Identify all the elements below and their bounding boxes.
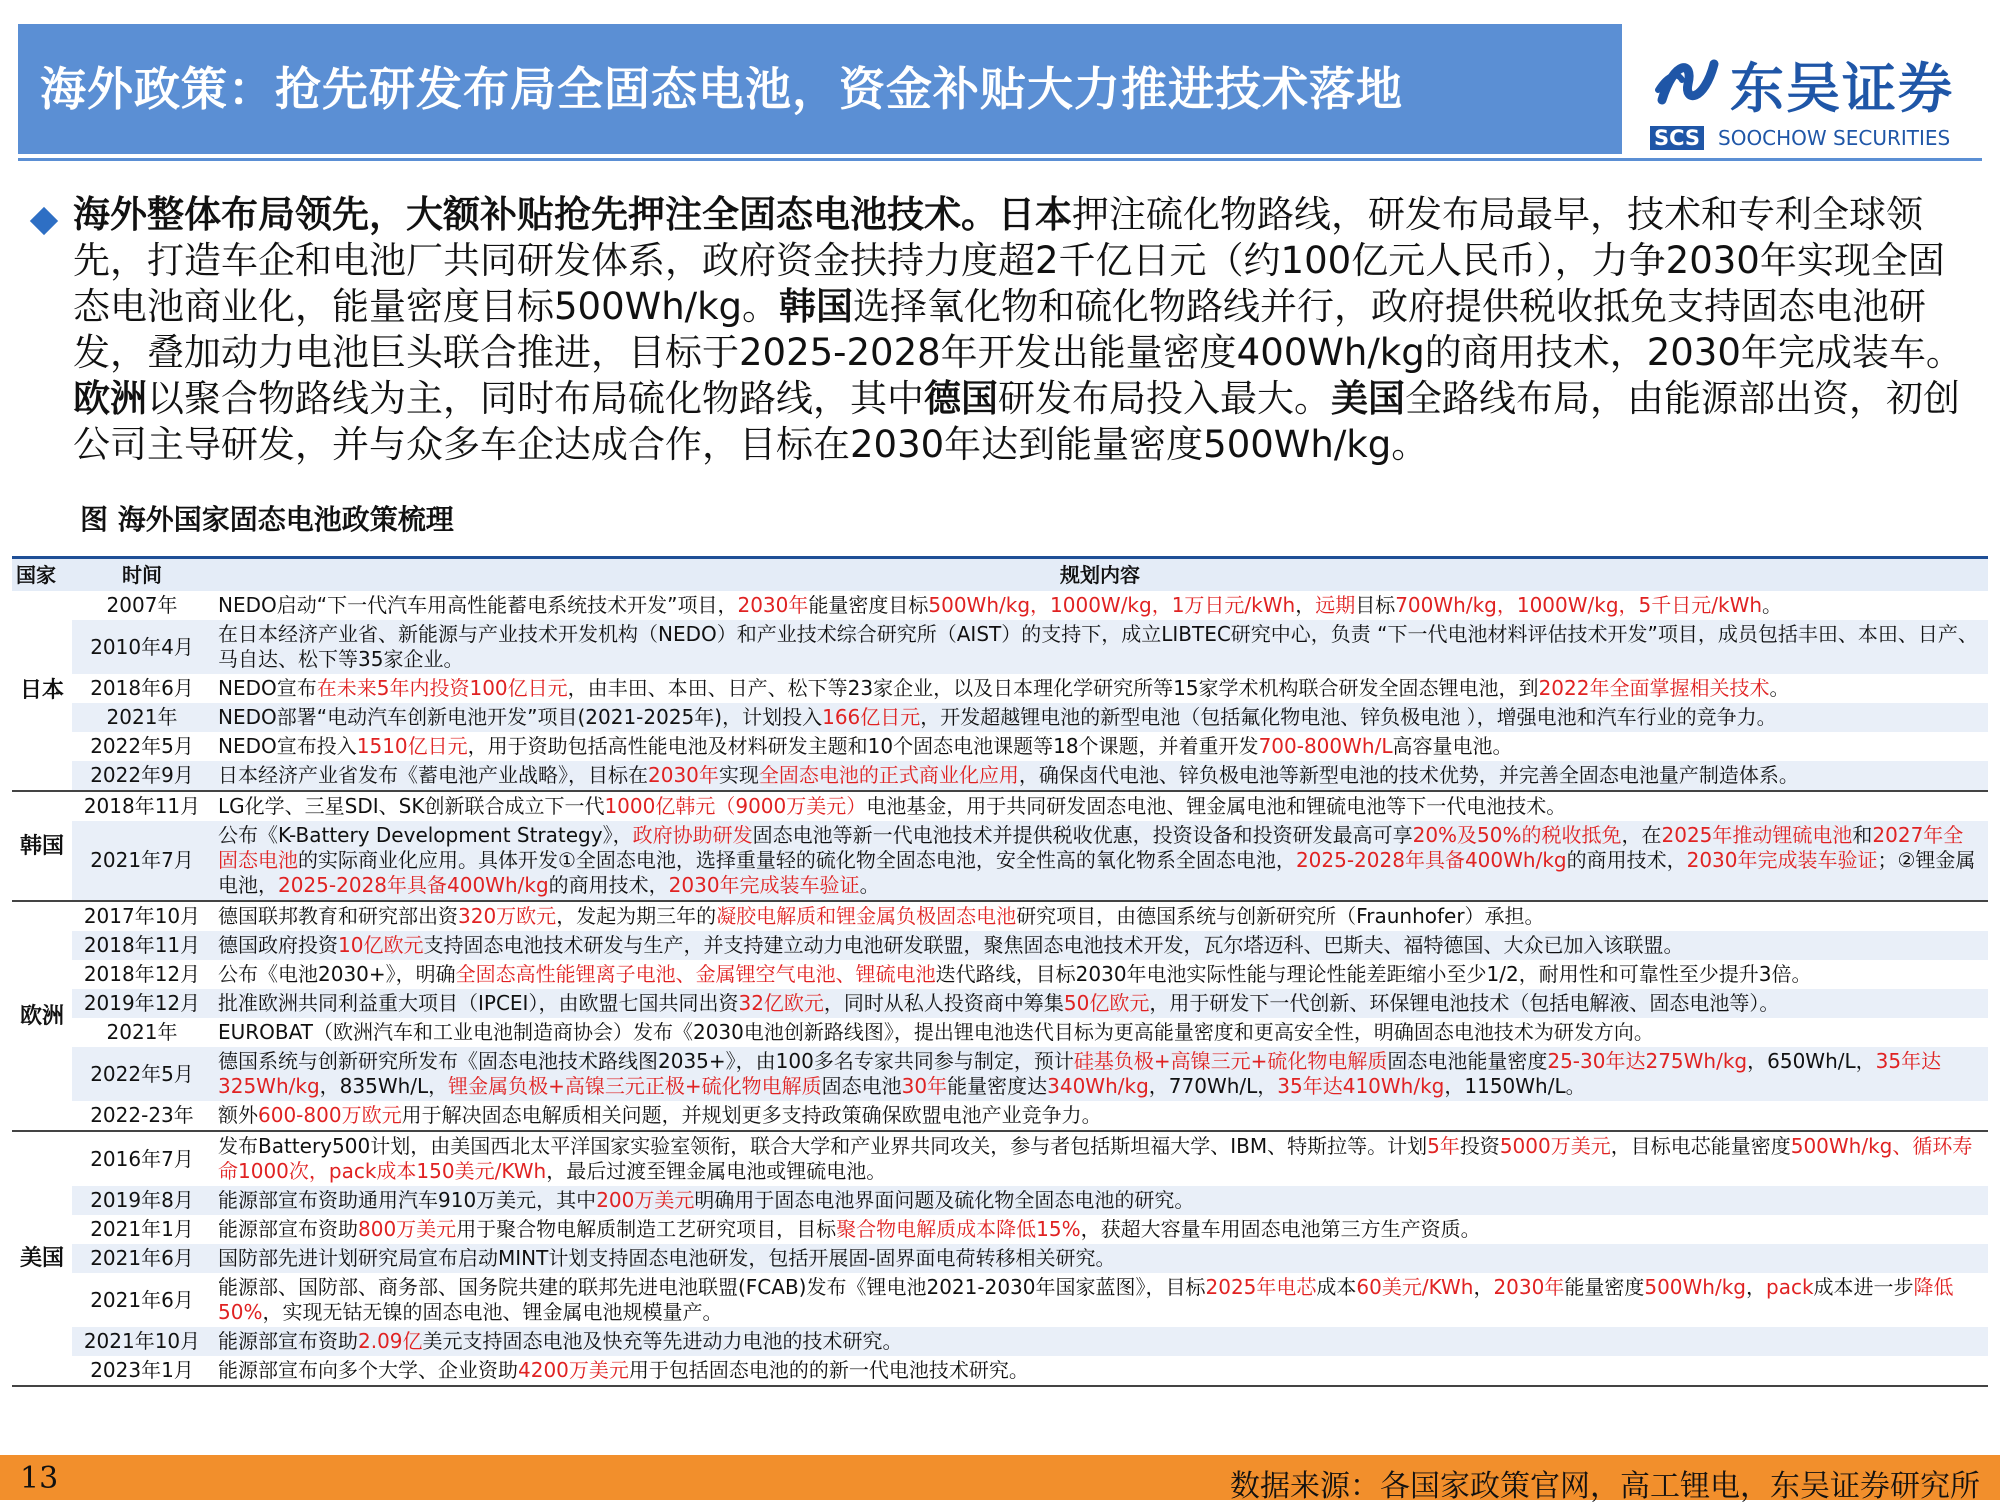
header-time: 时间 bbox=[72, 558, 212, 592]
time-cell: 2023年1月 bbox=[72, 1356, 212, 1386]
time-cell: 2022-23年 bbox=[72, 1101, 212, 1131]
company-logo bbox=[1650, 40, 1990, 160]
content-cell bbox=[212, 1356, 1988, 1386]
highlight-text: 60美元/KWh bbox=[1356, 1275, 1474, 1299]
content-cell bbox=[212, 1101, 1988, 1131]
figure-title: 图 海外国家固态电池政策梳理 bbox=[80, 503, 454, 536]
content-cell bbox=[212, 1327, 1988, 1356]
header-content: 规划内容 bbox=[212, 558, 1988, 592]
content-text: EUROBAT（欧洲汽车和工业电池制造商协会）发布《2030电池创新路线图》，提出锂电池迭代目标为更高能量密度和更高安全性，明确固态电池技术为研发方向。 bbox=[218, 1020, 1654, 1044]
time-cell: 2007年 bbox=[106, 593, 178, 617]
content-text: 德国系统与创新研究所发布《固态电池技术路线图2035+》，由100多名专家共同参与制定，预计 bbox=[218, 1049, 1074, 1073]
highlight-text: 500Wh/kg、循环寿命1000次，pack成本150美元/KWh bbox=[218, 1134, 1973, 1183]
highlight-text: 20%及50%的税收抵免 bbox=[1412, 823, 1622, 847]
content-text: 投资 bbox=[1459, 1134, 1500, 1158]
page-number: 13 bbox=[20, 1461, 59, 1496]
logo-scs: SCS bbox=[1650, 126, 1704, 150]
highlight-text: 2025年 bbox=[1205, 1275, 1277, 1299]
intro-emphasis: 欧洲 bbox=[73, 377, 147, 420]
content-cell bbox=[212, 1273, 1988, 1327]
table-row bbox=[12, 732, 1988, 761]
table-row bbox=[12, 703, 1988, 732]
country-cell: 美国 bbox=[12, 1131, 72, 1386]
content-text: 能源部、国防部、商务部、国务院共建的联邦先进电池联盟(FCAB)发布《锂电池2021-2030年国家蓝图》，目标 bbox=[218, 1275, 1206, 1299]
time-cell: 2022年5月 bbox=[90, 734, 194, 758]
content-cell bbox=[212, 620, 1988, 674]
table-row bbox=[12, 1186, 1988, 1215]
policy-table-body bbox=[12, 591, 1988, 1386]
content-text: 发布Battery500计划，由美国西北太平洋国家实验室领衔，联合大学和产业界共同攻关，参与者包括斯坦福大学、IBM、特斯拉等。计划 bbox=[218, 1134, 1428, 1158]
highlight-text: 500Wh/kg bbox=[1644, 1275, 1746, 1299]
time-cell: 2021年 bbox=[106, 1020, 178, 1044]
time-cell: 2010年4月 bbox=[72, 620, 212, 674]
content-cell bbox=[212, 591, 1988, 620]
content-text: 能量密度 bbox=[1564, 1275, 1645, 1299]
table-row bbox=[12, 931, 1988, 960]
content-text: 明确用于固态电池界面问题及硫化物全固态电池的研究。 bbox=[694, 1188, 1195, 1212]
content-text: NEDO宣布投入 bbox=[218, 734, 357, 758]
content-text: 德国政府投资 bbox=[218, 933, 338, 957]
intro-emphasis: 美国 bbox=[1331, 377, 1405, 420]
table-row bbox=[12, 1273, 1988, 1327]
time-cell: 2019年8月 bbox=[72, 1186, 212, 1215]
content-text: 用于聚合物电解质制造工艺研究项目，目标 bbox=[456, 1217, 837, 1241]
content-cell bbox=[212, 1018, 1988, 1047]
content-text: LG化学、三星SDI、SK创新联合成立下一代 bbox=[218, 794, 605, 818]
intro-paragraph bbox=[73, 192, 1973, 468]
content-text: 能量密度达 bbox=[947, 1074, 1048, 1098]
content-text: ， bbox=[1473, 1275, 1494, 1299]
title-bar bbox=[18, 24, 1622, 154]
time-cell: 2022年5月 bbox=[72, 1047, 212, 1101]
content-cell bbox=[212, 761, 1988, 791]
header-divider bbox=[18, 158, 1982, 161]
country-cell: 日本 bbox=[12, 591, 72, 791]
intro-emphasis: 海外整体布局领先，大额补贴抢先押注全固态电池技术。 bbox=[73, 193, 998, 236]
content-text: ，发起为期三年的 bbox=[556, 904, 717, 928]
content-cell bbox=[212, 1215, 1988, 1244]
time-cell: 2017年10月 bbox=[83, 904, 201, 928]
content-text: 能源部宣布资助 bbox=[218, 1329, 358, 1353]
content-text: 研究项目，由德国系统与创新研究所（Fraunhofer）承担。 bbox=[1016, 904, 1545, 928]
content-text: 迭代路线，目标2030年电池实际性能与理论性能差距缩小至少1/2，耐用性和可靠性至少提升3倍。 bbox=[935, 962, 1812, 986]
content-cell bbox=[212, 1244, 1988, 1273]
content-cell bbox=[212, 931, 1988, 960]
time-cell: 2016年7月 bbox=[90, 1146, 194, 1171]
highlight-text: 硅基负极+高镍三元+硫化物电解质 bbox=[1073, 1049, 1388, 1073]
content-cell bbox=[212, 1186, 1988, 1215]
content-text: ，由丰田、本田、日产、松下等23家企业，以及日本理化学研究所等15家学术机构联合研发全固态锂电池，到 bbox=[567, 676, 1539, 700]
highlight-text: 在未来5年内投资100亿日元 bbox=[316, 676, 568, 700]
content-text: 。 bbox=[859, 873, 880, 897]
content-text: 用于包括固态电池的的新一代电池技术研究。 bbox=[628, 1358, 1029, 1382]
table-row bbox=[12, 1356, 1988, 1386]
highlight-text: 全固态电池的正式商业化应用 bbox=[758, 763, 1019, 787]
time-cell: 2018年11月 bbox=[72, 931, 212, 960]
content-text: 在日本经济产业省、新能源与产业技术开发机构（NEDO）和产业技术综合研究所（AIST）的支持下，成立LIBTEC研究中心，负责 “下一代电池材料评估技术开发”项目，成员包括丰田、本田、日产、马自达、松下等35家企业。 bbox=[218, 622, 1978, 671]
logo-english-name: SOOCHOW SECURITIES bbox=[1718, 126, 1951, 150]
content-text: ， bbox=[1295, 593, 1316, 617]
content-cell bbox=[212, 703, 1988, 732]
table-row bbox=[12, 1327, 1988, 1356]
time-cell: 2021年6月 bbox=[72, 1244, 212, 1273]
highlight-text: 降低50% bbox=[218, 1275, 1954, 1324]
table-row bbox=[12, 1244, 1988, 1273]
content-text: 用于解决固态电解质相关问题，并规划更多支持政策确保欧盟电池产业竞争力。 bbox=[401, 1103, 1102, 1127]
content-text: ；②锂金属电池， bbox=[218, 848, 1976, 897]
content-text: 能源部宣布资助 bbox=[218, 1217, 358, 1241]
content-text: ，650Wh/L， bbox=[1747, 1049, 1876, 1073]
content-text: NEDO宣布 bbox=[218, 676, 317, 700]
content-text: 高容量电池。 bbox=[1392, 734, 1513, 758]
intro-emphasis: 韩国 bbox=[779, 285, 854, 328]
table-row bbox=[12, 591, 1988, 620]
highlight-text: 320万欧元 bbox=[458, 904, 557, 928]
table-row bbox=[12, 674, 1988, 703]
table-row bbox=[12, 791, 1988, 821]
time-cell: 2018年11月 bbox=[83, 794, 201, 818]
highlight-text: 32亿欧元 bbox=[738, 991, 824, 1015]
content-text: 。 bbox=[1762, 593, 1783, 617]
table-row bbox=[12, 1215, 1988, 1244]
content-text: ，开发超越锂电池的新型电池（包括氟化物电池、锌负极电池 ），增强电池和汽车行业的竞争力。 bbox=[920, 705, 1777, 729]
content-text: 成本 bbox=[1316, 1275, 1357, 1299]
header-country: 国家 bbox=[12, 558, 72, 592]
content-cell bbox=[212, 960, 1988, 989]
content-text: 额外 bbox=[218, 1103, 258, 1127]
content-text: 公布《K-Battery Development Strategy》， bbox=[218, 823, 633, 847]
content-text: 成本进一步 bbox=[1813, 1275, 1914, 1299]
content-text: 国防部先进计划研究局宣布启动MINT计划支持固态电池研发，包括开展固-固界面电荷转移相关研究。 bbox=[218, 1246, 1116, 1270]
content-text: ，用于资助包括高性能电池及材料研发主题和10个固态电池课题等18个课题，并着重开发 bbox=[467, 734, 1259, 758]
table-row bbox=[12, 821, 1988, 901]
content-text: 日本经济产业省发布《蓄电池产业战略》，目标在 bbox=[218, 763, 648, 787]
highlight-text: 政府协助研发 bbox=[632, 823, 753, 847]
highlight-text: 200万美元 bbox=[596, 1188, 695, 1212]
time-cell: 2018年6月 bbox=[90, 676, 194, 700]
content-text: 公布《电池2030+》，明确 bbox=[218, 962, 456, 986]
logo-name: 东吴证券 bbox=[1730, 57, 1954, 120]
table-row bbox=[12, 1131, 1988, 1186]
highlight-text: 5年 bbox=[1427, 1134, 1460, 1158]
highlight-text: 800万美元 bbox=[358, 1217, 457, 1241]
highlight-text: 2030年 bbox=[737, 593, 809, 617]
content-text: ，目标电芯能量密度 bbox=[1610, 1134, 1791, 1158]
content-text: 支持固态电池技术研发与生产，并支持建立动力电池研发联盟，聚焦固态电池技术开发，瓦尔塔迈科、巴斯夫、福特德国、大众已加入该联盟。 bbox=[423, 933, 1684, 957]
highlight-text: 30年 bbox=[901, 1074, 948, 1098]
content-text: 能源部宣布资助通用汽车910万美元，其中 bbox=[218, 1188, 597, 1212]
highlight-text: 500Wh/kg，1000W/kg，1万日元/kWh bbox=[928, 593, 1296, 617]
content-text: NEDO启动“下一代汽车用高性能蓄电系统技术开发”项目， bbox=[218, 593, 738, 617]
highlight-text: 1510亿日元 bbox=[356, 734, 468, 758]
content-text: ，获超大容量车用固态电池第三方生产资质。 bbox=[1080, 1217, 1481, 1241]
data-source: 数据来源：各国家政策官网，高工锂电，东吴证券研究所 bbox=[1230, 1469, 1980, 1504]
content-text: 德国联邦教育和研究部出资 bbox=[218, 904, 458, 928]
intro-emphasis: 德国 bbox=[924, 377, 998, 420]
content-text: ，实现无钴无镍的固态电池、锂金属电池规模量产。 bbox=[262, 1300, 723, 1324]
content-text: ，确保卤代电池、锌负极电池等新型电池的技术优势，并完善全固态电池量产制造体系。 bbox=[1018, 763, 1799, 787]
content-text: ，1150Wh/L。 bbox=[1444, 1074, 1586, 1098]
table-row bbox=[12, 620, 1988, 674]
country-cell: 韩国 bbox=[12, 791, 72, 901]
content-cell bbox=[212, 1047, 1988, 1101]
highlight-text: 35年达325Wh/kg bbox=[218, 1049, 1942, 1098]
bullet-diamond-icon bbox=[30, 207, 58, 235]
content-text: 电池基金，用于共同研发固态电池、锂金属电池和锂硫电池等下一代电池技术。 bbox=[866, 794, 1567, 818]
content-text: 的实际商业化应用。具体开发①全固态电池，选择重量轻的硫化物全固态电池，安全性高的氧化物系全固态电池， bbox=[298, 848, 1296, 872]
highlight-text: 全固态高性能锂离子电池、金属锂空气电池、锂硫电池 bbox=[455, 962, 936, 986]
highlight-text: 1000亿韩元（9000万美元） bbox=[604, 794, 867, 818]
content-text: 批准欧洲共同利益重大项目（IPCEI），由欧盟七国共同出资 bbox=[218, 991, 739, 1015]
time-cell: 2022年9月 bbox=[72, 761, 212, 791]
content-text: 目标 bbox=[1355, 593, 1396, 617]
highlight-text: 聚合物电解质成本降低15% bbox=[836, 1217, 1081, 1241]
intro-text: 全路线布局，由能源部出资，初创公司主导研发，并与众多车企达成合作，目标在2030年达到能量密度500Wh/kg。 bbox=[73, 377, 1960, 466]
page-title: 海外政策：抢先研发布局全固态电池，资金补贴大力推进技术落地 bbox=[40, 62, 1403, 116]
country-cell: 欧洲 bbox=[12, 901, 72, 1131]
highlight-text: 2022年全面掌握相关技术 bbox=[1538, 676, 1770, 700]
content-text: 美元支持固态电池及快充等先进动力电池的技术研究。 bbox=[422, 1329, 903, 1353]
highlight-text: 25-30年达275Wh/kg bbox=[1547, 1049, 1748, 1073]
policy-table bbox=[12, 556, 1988, 1387]
content-text: ，在 bbox=[1621, 823, 1662, 847]
time-cell: 2021年10月 bbox=[72, 1327, 212, 1356]
content-text: 能量密度目标 bbox=[808, 593, 929, 617]
highlight-text: 600-800万欧元 bbox=[258, 1103, 402, 1127]
content-cell bbox=[212, 674, 1988, 703]
table-row bbox=[12, 901, 1988, 931]
content-text: ，同时从私人投资商中筹集 bbox=[823, 991, 1064, 1015]
intro-text: 研发布局投入最大。 bbox=[998, 377, 1331, 420]
content-text: ，最后过渡至锂金属电池或锂硫电池。 bbox=[546, 1159, 887, 1183]
highlight-text: 5000万美元 bbox=[1499, 1134, 1611, 1158]
highlight-text: 2025年推动锂硫电池 bbox=[1661, 823, 1853, 847]
highlight-text: 2027年全固态电池 bbox=[218, 823, 1964, 872]
content-text: ，用于研发下一代创新、环保锂电池技术（包括电解液、固态电池等）。 bbox=[1149, 991, 1780, 1015]
highlight-text: 锂金属负极+高镍三元正极+硫化物电解质 bbox=[448, 1074, 822, 1098]
highlight-text: 700Wh/kg，1000W/kg，5千日元/kWh bbox=[1395, 593, 1763, 617]
content-text: ， bbox=[1746, 1275, 1766, 1299]
highlight-text: 340Wh/kg bbox=[1047, 1074, 1149, 1098]
soochow-logo-icon bbox=[1654, 50, 1720, 116]
highlight-text: 50亿欧元 bbox=[1063, 991, 1150, 1015]
content-text: 固态电池能量密度 bbox=[1387, 1049, 1548, 1073]
table-row bbox=[12, 761, 1988, 791]
intro-emphasis: 日本 bbox=[998, 193, 1072, 236]
time-cell: 2021年1月 bbox=[90, 1217, 194, 1241]
content-text: 固态电池 bbox=[821, 1074, 902, 1098]
table-row bbox=[12, 1018, 1988, 1047]
content-text: 的商用技术， bbox=[548, 873, 669, 897]
intro-text: 以聚合物路线为主，同时布局硫化物路线，其中 bbox=[147, 377, 924, 420]
content-text: NEDO部署“电动汽车创新电池开发”项目(2021-2025年)，计划投入 bbox=[218, 705, 823, 729]
table-row bbox=[12, 1047, 1988, 1101]
table-row bbox=[12, 989, 1988, 1018]
content-text: ，835Wh/L， bbox=[319, 1074, 449, 1098]
highlight-text: 2030年 bbox=[1493, 1275, 1565, 1299]
time-cell: 2021年 bbox=[72, 703, 212, 732]
time-cell: 2021年7月 bbox=[72, 821, 212, 901]
content-cell bbox=[212, 989, 1988, 1018]
highlight-text: 4200万美元 bbox=[518, 1358, 629, 1382]
highlight-text: 10亿欧元 bbox=[338, 933, 424, 957]
content-text: 实现 bbox=[718, 763, 759, 787]
content-text: 能源部宣布向多个大学、企业资助 bbox=[218, 1358, 518, 1382]
table-row bbox=[12, 960, 1988, 989]
content-text: 固态电池等新一代电池技术并提供税收优惠，投资设备和投资研发最高可享 bbox=[752, 823, 1413, 847]
highlight-text: 凝胶电解质和锂金属负极固态电池 bbox=[716, 904, 1017, 928]
time-cell: 2021年6月 bbox=[90, 1287, 194, 1312]
time-cell: 2019年12月 bbox=[72, 989, 212, 1018]
highlight-text: 2.09亿 bbox=[358, 1329, 423, 1353]
content-text: ，770Wh/L， bbox=[1148, 1074, 1278, 1098]
content-cell bbox=[212, 901, 1988, 931]
highlight-text: pack bbox=[1766, 1275, 1814, 1299]
content-cell bbox=[212, 732, 1988, 761]
highlight-text: 700-800Wh/L bbox=[1258, 734, 1393, 758]
highlight-text: 2025-2028年具备400Wh/kg bbox=[278, 873, 549, 897]
highlight-text: 电芯 bbox=[1276, 1275, 1317, 1299]
content-cell bbox=[212, 1131, 1988, 1186]
highlight-text: 2030年完成装车验证 bbox=[1686, 848, 1878, 872]
highlight-text: 2030年完成装车验证 bbox=[668, 873, 860, 897]
content-text: 和 bbox=[1852, 823, 1873, 847]
highlight-text: 2030年 bbox=[648, 763, 719, 787]
intro-text: 押注硫化物路线，研发布局最早，技术和专利全球领先，打造车企和电池厂共同研发体系，政府资金扶持力度超2千亿日元（约100亿元人民币），力争2030年实现全固态电池商业化，能量密度目标500Wh/kg。 bbox=[73, 193, 1945, 328]
highlight-text: 远期 bbox=[1315, 593, 1356, 617]
highlight-text: 2025-2028年具备400Wh/kg bbox=[1295, 848, 1567, 872]
time-cell: 2018年12月 bbox=[83, 962, 201, 986]
highlight-text: 166亿日元 bbox=[822, 705, 921, 729]
content-text: 的商用技术， bbox=[1566, 848, 1687, 872]
table-row bbox=[12, 1101, 1988, 1131]
intro-text: 选择氧化物和硫化物路线并行，政府提供税收抵免支持固态电池研发，叠加动力电池巨头联合推进，目标于2025-2028年开发出能量密度400Wh/kg的商用技术，2030年完成装车。 bbox=[73, 285, 1963, 374]
highlight-text: 35年达410Wh/kg bbox=[1277, 1074, 1445, 1098]
content-text: 。 bbox=[1769, 676, 1790, 700]
content-cell bbox=[212, 791, 1988, 821]
content-cell bbox=[212, 821, 1988, 901]
